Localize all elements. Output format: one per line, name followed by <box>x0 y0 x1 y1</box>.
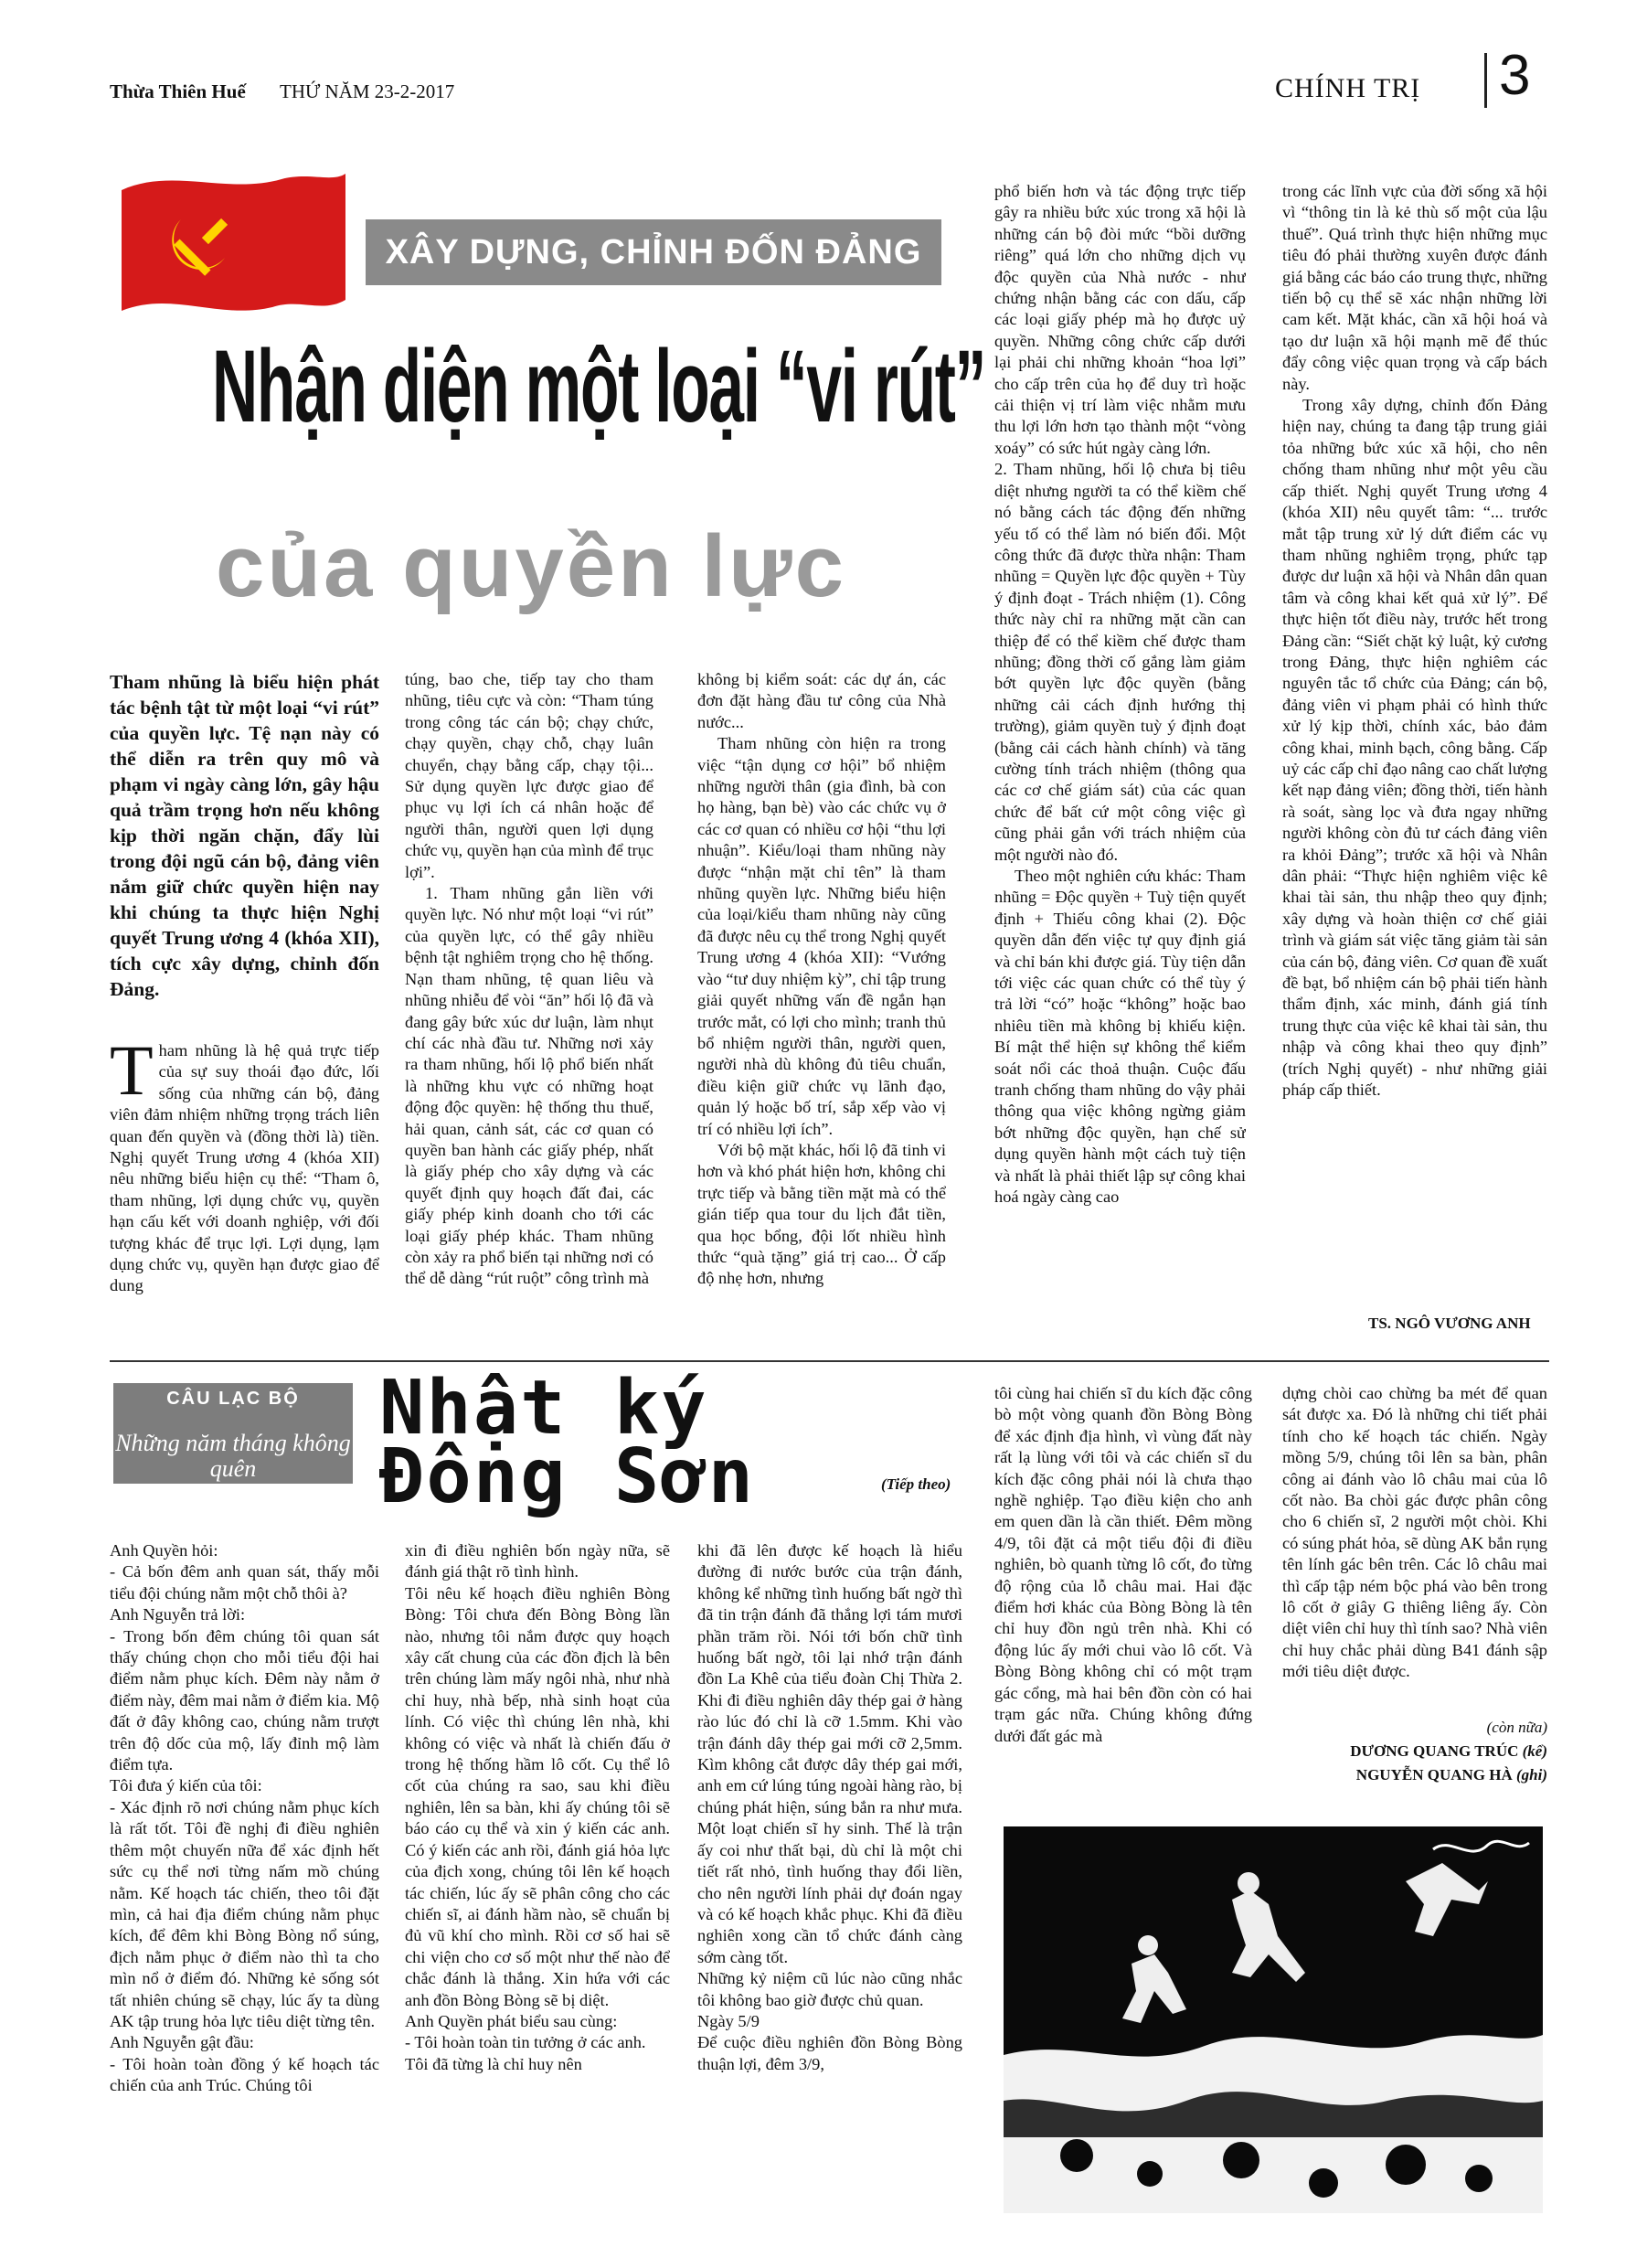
article2-column-3: khi đã lên được kế hoạch là hiểu đường đi nước bước của trận đánh, không kể những tình huống bất ngờ thì đã tin trận đánh đã thắng lợi tám mươi phần trăm rồi. Nói tới bốn chữ tình huống bất ngờ, tôi lại nhớ trận đánh đồn La Khê của tiểu đoàn Chị Thừa 2. Khi đi điều nghiên dây thép gai ở hàng rào lúc đó chỉ là cỡ 1.5mm. Khi vào trận đánh dây thép gai mới cỡ 2,5mm. Kìm không cắt được dây thép gai mới, anh em cứ lúng túng ngoài hàng rào, bị chúng phát hiện, súng bắn ra như mưa. Một loạt chiến sĩ hy sinh. Thế là trận ấy coi như thất bại, dù chỉ là một chi tiết rất nhỏ, tình huống thay đổi liền, cho nên người lính phải dự đoán ngay và có kế hoạch khắc phục. Khi đã điều nghiên xong cần tổ chức đánh càng sớm càng tốt. Những kỷ niệm cũ lúc nào cũng nhắc tôi không bao giờ được chủ quan. Ngày 5/9 Để cuộc điều nghiên đồn Bòng Bòng thuận lợi, đêm 3/9, <box>697 1541 962 2073</box>
article1-byline: TS. NGÔ VƯƠNG ANH <box>1368 1315 1531 1332</box>
article-lead: Tham nhũng là biểu hiện phát tác bệnh tật từ một loại “vi rút” của quyền lực. Tệ nạn này có thể diễn ra trên quy mô và phạm vi ngày càng lớn, gây hậu quả trầm trọng hơn nếu không kịp thời ngăn chặn, đẩy lùi trong đội ngũ cán bộ, đảng viên nắm giữ chức quyền hiện nay khi chúng ta thực hiện Nghị quyết Trung ương 4 (khóa XII), tích cực xây dựng, chỉnh đốn Đảng. <box>110 671 379 1000</box>
issue-date: THỨ NĂM 23-2-2017 <box>280 80 455 102</box>
page-number: 3 <box>1499 44 1531 107</box>
paragraph: 1. Tham nhũng gắn liền với quyền lực. Nó như một loại “vi rút” của quyền lực, có thể gây nhiều bệnh tật nghiêm trọng cho hệ thống. Nạn tham nhũng, tệ quan liêu và nhũng nhiễu để vòi “ăn” hối lộ đã và đang gây bức xúc dư luận, làm nhụt chí các nhà đầu tư. Những nơi xảy ra tham nhũng, hối lộ phổ biến nhất là những khu vực có những hoạt động độc quyền: hệ thống thu thuế, hải quan, cảnh sát, các cơ quan có quyền ban hành các giấy phép, nhất là giấy phép cho xây dựng và các quyết định quy hoạch đất đai, các giấy phép kinh doanh cho tới các loại giấy phép khác. Tham nhũng còn xảy ra phổ biến tại những nơi có thể dễ dàng “rút ruột” công trình mà <box>405 884 653 1288</box>
article2-column-4: tôi cùng hai chiến sĩ du kích đặc công bò một vòng quanh đồn Bòng Bòng để xác định địa hình, vì vùng đất này rất lạ lùng với tôi và các chiến sĩ du kích đặc công phải nói là chưa thạo nghề nghiệp. Tạo điều kiện cho anh em quen dần là cần thiết. Đêm mồng 4/9, tôi đặt cả một tiểu đội đi điều nghiên, bò quanh từng lô cốt, đo từng độ rộng của lỗ châu mai. Hai đặc điểm hơi khác của Bòng Bòng là tên chỉ huy đồn ngủ trên nhà. Khi có động lúc ấy mới chui vào lô cốt. Và Bòng Bòng không chỉ có một trạm gác cổng, mà hai bên đồn còn có hai trạm gác nữa. Chúng không đứng dưới đất gác mà <box>994 1384 1252 1745</box>
article2-column-5: dựng chòi cao chừng ba mét để quan sát được xa. Đó là những chi tiết phải tính cho kế hoạch tác chiến. Ngày mồng 5/9, chúng tôi lên sa bàn, phân công ai đánh vào lô châu mai của lô cốt nào. Ba chòi gác được phân công cho 6 chiến sĩ, 2 người một chòi. Khi có súng phát hỏa, sẽ dùng AK bắn rụng tên lính gác bên trên. Các lô châu mai thì cấp tập ném bộc phá vào bên trong lô cốt ở giây G thiêng liêng ấy. Còn diệt viên chỉ huy thì tính sao? Nhà viên chỉ huy chắc phải dùng B41 đánh sập mới tiêu diệt được. <box>1282 1384 1547 1681</box>
section-divider <box>110 1360 1549 1362</box>
article1-column-1 <box>110 1040 379 1351</box>
author-2 <box>1282 1766 1547 1784</box>
headline-line1: Nhật ký <box>379 1365 708 1452</box>
paragraph: Theo một nghiên cứu khác: Tham nhũng = Độc quyền + Tuỳ tiện quyết định + Thiếu công khai (2). Độc quyền dẫn đến việc tự quy định giá và chỉ bán khi được giá. Tùy tiện dẫn tới việc các quan chức có thể tùy ý trả lời “có” hoặc “không” hoặc bao nhiêu tiền mà không bị khiếu kiện. Bí mật thể hiện sự không thể kiểm soát nổi các thoả thuận. Cuộc đấu tranh chống tham nhũng do vậy phải thông qua việc không ngừng giảm bớt những độc quyền, hạn chế sử dụng quyền hành một cách tuỳ tiện và nhất là phải thiết lập sự công khai hoá ngày càng cao <box>994 867 1246 1207</box>
continued-note: (Tiếp theo) <box>881 1475 951 1493</box>
article1-col1-text: ham nhũng là hệ quả trực tiếp của sự suy thoái đạo đức, lối sống của những cán bộ, đảng viên đảm nhiệm những trọng trách liên quan đến quyền và (đồng thời là) tiền. Nghị quyết Trung ương 4 (khóa XII) nêu những biểu hiện cụ thể: “Tham ô, tham nhũng, lợi dụng chức vụ, quyền hạn cấu kết với doanh nghiệp, với đối tượng khác để trục lợi. Lợi dụng, lạm dụng chức vụ, quyền hạn được giao để dung <box>110 1041 379 1295</box>
headline-line2: của quyền lực <box>216 517 847 615</box>
article1-column-2 <box>405 669 653 1353</box>
paragraph: trong các lĩnh vực của đời sống xã hội vì “thông tin là kẻ thù số một của lậu thuế”. Quá trình thực hiện những mục tiêu đó phải thường xuyên được đánh giá bằng các báo cáo trung thực, những tiến bộ cụ thể sẽ xác nhận những lời cam kết. Mặt khác, cần xã hội hoá và tạo dư luận xã hội mạnh mẽ để thúc đẩy công việc quan trọng và cấp bách này. <box>1282 182 1547 393</box>
author-1-name: DƯƠNG QUANG TRÚC <box>1350 1742 1519 1760</box>
author-1 <box>1282 1742 1547 1761</box>
headline-line1: Nhận diện một loại “vi rút” <box>212 329 986 443</box>
headline-line2: Đông Sơn <box>379 1433 755 1520</box>
header-divider <box>1484 53 1487 108</box>
to-be-continued: (còn nữa) <box>1486 1719 1547 1736</box>
paragraph: túng, bao che, tiếp tay cho tham nhũng, tiêu cực và còn: “Tham túng trong công tác cán bộ; chạy chức, chạy quyền, chạy chỗ, chạy luân chuyển, chạy bằng cấp, chạy tội... Sử dụng quyền lực được giao để phục vụ lợi ích cá nhân hoặc để người thân, người quen lợi dụng chức vụ, quyền hạn của mình để trục lợi”. <box>405 670 653 881</box>
dropcap: T <box>110 1040 154 1110</box>
article1-column-5 <box>1282 181 1547 1310</box>
author-2-name: NGUYỄN QUANG HÀ <box>1355 1766 1513 1784</box>
paragraph: Với bộ mặt khác, hối lộ đã tinh vi hơn và khó phát hiện hơn, không chi trực tiếp và bằng tiền mặt mà có thể gián tiếp qua tour du lịch đắt tiền, qua học bổng, đội lốt nhiều hình thức “quà tặng” giá trị cao... Ở cấp độ nhẹ hơn, nhưng <box>697 1140 946 1288</box>
article1-column-4 <box>994 181 1246 1333</box>
article1-column-3 <box>697 669 946 1353</box>
paragraph: 2. Tham nhũng, hối lộ chưa bị tiêu diệt nhưng người ta có thể kiềm chế nó bằng cách tác động đến những yếu tố có thể làm nó biến đổi. Một công thức đã được thừa nhận: Tham nhũng = Quyền lực độc quyền + Tùy ý định đoạt - Trách nhiệm (1). Công thức này chỉ ra những mặt cần can thiệp để có thể kiềm chế được tham nhũng; đồng thời cố gắng làm giảm bớt quyền lực độc quyền (bằng những cải cách định hướng thị trường), giảm quyền tuỳ ý định đoạt (bằng cải cách hành chính) và tăng cường tính trách nhiệm (thông qua các cơ chế giám sát) của các quan chức để bất cứ một công việc gì cũng phải gắn với trách nhiệm của một người nào đó. <box>994 460 1246 864</box>
author-2-role: (ghi) <box>1516 1766 1547 1784</box>
banner-text: XÂY DỰNG, CHỈNH ĐỐN ĐẢNG <box>385 232 922 272</box>
paragraph: Trong xây dựng, chỉnh đốn Đảng hiện nay, chúng ta đang tập trung giải tỏa những bức xúc xã hội, cho nên chống tham nhũng như một yêu cầu cấp thiết. Nghị quyết Trung ương 4 (khóa XII) nêu quyết tâm: “... trước mắt tập trung xử lý dứt điểm các vụ tham nhũng nghiêm trọng, phức tạp được dư luận xã hội và Nhân dân quan tâm và công khai kết quả xử lý”. Để thực hiện tốt điều này, trước hết trong Đảng cần: “Siết chặt kỷ luật, kỷ cương trong Đảng, thực hiện nghiêm các nguyên tắc tổ chức của Đảng; cán bộ, đảng viên vi phạm phải có hình thức xử lý kịp thời, chính xác, bảo đảm công khai, minh bạch, công bằng. Cấp uỷ các cấp chỉ đạo nâng cao chất lượng kết nạp đảng viên; đồng thời, tiến hành rà soát, sàng lọc và đưa ngay những người không còn đủ tư cách đảng viên ra khỏi Đảng”; trước xã hội và Nhân dân phải: “Thực hiện nghiêm việc kê khai tài sản, thu nhập theo quy định; xây dựng và hoàn thiện cơ chế giải trình và giám sát việc tăng giảm tài sản của cán bộ, đảng viên. Cơ quan đề xuất đề bạt, bổ nhiệm cán bộ phải tiến hành thẩm định, xác minh, đánh giá tính trung thực của việc kê khai tài sản, thu nhập và công khai theo quy định” (trích Nghị quyết) - như những giải pháp cấp thiết. <box>1282 396 1547 1100</box>
club-label: CÂU LẠC BỘ <box>166 1388 300 1409</box>
article2-column-1: Anh Quyền hỏi: - Cả bốn đêm anh quan sát, thấy mỗi tiểu đội chúng nằm một chỗ thôi à? Anh Nguyễn trả lời: - Trong bốn đêm chúng tôi quan sát thấy chúng chọn cho mỗi tiểu đội hai điểm nằm phục kích. Đêm này nằm ở điểm này, đêm mai nằm ở điểm kia. Mộ đất ở đây không cao, chúng nằm trượt trên độ dốc của mộ, lấy đỉnh mộ làm điểm tựa. Tôi đưa ý kiến của tôi: - Xác định rõ nơi chúng nằm phục kích là rất tốt. Tôi đề nghị đi điều nghiên thêm một chuyến nữa để xác định hết sức cụ thể nơi từng nấm mồ chúng nằm. Kế hoạch tác chiến, theo tôi đặt mìn, cả hai địa điểm chúng nằm phục kích, để đêm khi Bòng Bòng nổ súng, địch nằm phục ở điểm nào thì ta cho mìn nổ ở điểm đó. Những kẻ sống sót tất nhiên chúng sẽ chạy, lúc ấy ta dùng AK tập trung hỏa lực tiêu diệt từng tên. Anh Nguyễn gật đầu: - Tôi hoàn toàn đồng ý kế hoạch tác chiến của anh Trúc. Chúng tôi <box>110 1541 379 2095</box>
section-title: CHÍNH TRỊ <box>1275 73 1421 103</box>
paragraph: không bị kiểm soát: các dự án, các đơn đặt hàng đầu tư công của Nhà nước... <box>697 670 946 731</box>
club-subtitle: Những năm tháng không quên <box>115 1430 351 1482</box>
soldiers-battle-illustration <box>1004 1826 1543 2213</box>
article2-column-2: xin đi điều nghiên bốn ngày nữa, sẽ đánh giá thật rõ tình hình. Tôi nêu kế hoạch điều nghiên Bòng Bòng: Tôi chưa đến Bòng Bòng lần nào, nhưng tôi nắm được quy hoạch xây cất chung của các đồn địch là bên trên chúng làm mấy ngôi nhà, như nhà chỉ huy, nhà bếp, nhà sinh hoạt của lính. Có việc thì chúng lên nhà, khi không có việc và nhất là chiến đấu ở trong hệ thống hầm lô cốt. Cụ thể lô cốt của chúng ra sao, sau khi điều nghiên, lên sa bàn, khi ấy chúng tôi sẽ báo cáo cụ thể và xin ý kiến các anh. Có ý kiến các anh rồi, đánh giá hỏa lực của địch xong, chúng tôi lên kế hoạch tác chiến, lúc ấy sẽ phân công cho các chiến sĩ, ai đánh hầm nào, sẽ chuẩn bị đủ vũ khí cho mình. Rồi cơ số hai sẽ chi viện cho cơ số một như thế nào để chắc đánh là thắng. Xin hứa với các anh đồn Bòng Bòng sẽ bị diệt. Anh Quyền phát biểu sau cùng: - Tôi hoàn toàn tin tưởng ở các anh. Tôi đã từng là chỉ huy nên <box>405 1541 670 2073</box>
paragraph: Tham nhũng còn hiện ra trong việc “tận dụng cơ hội” bổ nhiệm những người thân (gia đình, bà con họ hàng, bạn bè) vào các chức vụ ở các cơ quan có nhiều cơ hội “thu lợi nhuận”. Kiểu/loại tham nhũng này được “nhận mặt chỉ tên” là tham nhũng quyền lực. Những biểu hiện của loại/kiểu tham nhũng này cũng đã được nêu cụ thể trong Nghị quyết Trung ương 4 (khóa XII): “Vướng vào “tư duy nhiệm kỳ”, chỉ tập trung giải quyết những vấn đề ngắn hạn trước mắt, có lợi cho mình; tranh thủ bổ nhiệm người thân, người quen, người nhà dù không đủ tiêu chuẩn, điều kiện giữ chức vụ lãnh đạo, quản lý hoặc bố trí, sắp xếp vào vị trí có nhiều lợi ích”. <box>697 734 946 1138</box>
author-1-role: (kể) <box>1522 1742 1547 1760</box>
red-flag-hammer-sickle-icon <box>117 163 350 327</box>
column-banner <box>366 219 941 285</box>
paragraph: phổ biến hơn và tác động trực tiếp gây ra nhiều bức xúc trong xã hội là những cán bộ đòi mức “bồi dưỡng riêng” quá lớn cho những dịch vụ độc quyền của Nhà nước - như chứng nhận bằng các con dấu, cấp các loại giấy phép mà họ được uỷ quyền. Những công chức cấp dưới lại phải chi những khoản “hoa lợi” cho cấp trên của họ để duy trì hoặc cải thiện vị trí làm việc nhằm mưu thu lợi lớn hơn tạo thành một “vòng xoáy” có sức hút ngày càng lớn. <box>994 182 1246 457</box>
newspaper-name: Thừa Thiên Huế <box>110 80 246 102</box>
